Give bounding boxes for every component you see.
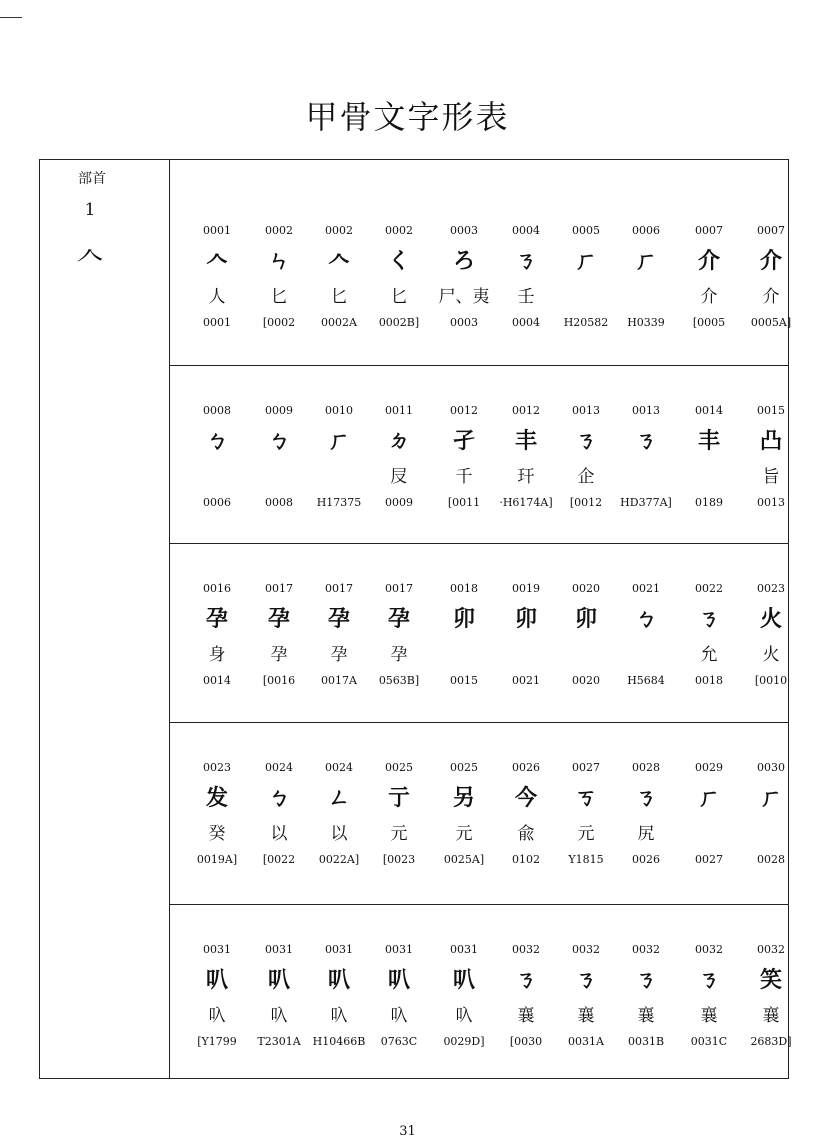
page-title: 甲骨文字形表 (305, 98, 510, 136)
oracle-glyph: 今 (514, 785, 537, 811)
source-reference: 0019A] (196, 853, 238, 866)
oracle-glyph: 孕 (267, 606, 290, 632)
entry-code: 0031 (265, 943, 293, 956)
oracle-glyph: ㄅ (267, 785, 290, 811)
modern-character: 人 (208, 287, 226, 307)
entry-code: 0005 (572, 224, 600, 237)
entry-code: 0002 (325, 224, 353, 237)
entry-code: 0003 (450, 224, 478, 237)
table-row (170, 544, 788, 723)
oracle-glyph: ㄋ (634, 967, 657, 993)
modern-character: 孕 (270, 645, 288, 665)
oracle-glyph: ㄋ (514, 967, 537, 993)
oracle-glyph: 叭 (452, 967, 475, 993)
oracle-glyph: 孕 (327, 606, 350, 632)
source-reference: 0028 (757, 853, 785, 866)
entry-code: 0024 (325, 761, 353, 774)
modern-character: 元 (390, 824, 408, 844)
radical-column (40, 160, 170, 1078)
modern-character: 以 (330, 824, 348, 844)
table-row (170, 905, 792, 1078)
modern-character: 癸 (208, 824, 226, 844)
entry-code: 0032 (572, 943, 600, 956)
entry-code: 0015 (757, 404, 785, 417)
oracle-glyph: 另 (452, 785, 475, 811)
oracle-glyph: ㄋ (697, 967, 720, 993)
source-reference: 0025A] (443, 853, 485, 866)
oracle-glyph: 叭 (205, 967, 228, 993)
entry-code: 0027 (572, 761, 600, 774)
source-reference: 0003 (450, 316, 478, 329)
source-reference: 0102 (512, 853, 540, 866)
modern-character: 襄 (637, 1006, 655, 1026)
entry-code: 0017 (265, 582, 293, 595)
source-reference: 0005A] (750, 316, 792, 329)
oracle-glyph: 卯 (452, 606, 475, 632)
oracle-glyph: 介 (697, 248, 720, 274)
entry-code: 0002 (265, 224, 293, 237)
oracle-glyph: ㄎ (574, 785, 597, 811)
source-reference: 0006 (203, 496, 231, 509)
oracle-glyph: ㄋ (634, 785, 657, 811)
oracle-glyph: 叭 (327, 967, 350, 993)
oracle-glyph: 孕 (205, 606, 228, 632)
entry-code: 0014 (695, 404, 723, 417)
oracle-glyph: ㄏ (634, 248, 657, 274)
modern-character: 元 (577, 824, 595, 844)
entry-code: 0011 (385, 404, 413, 417)
entry-code: 0026 (512, 761, 540, 774)
entry-code: 0032 (757, 943, 785, 956)
source-reference: T2301A (257, 1035, 301, 1048)
oracle-glyph: 𠆢 (205, 248, 228, 274)
entry-code: 0025 (385, 761, 413, 774)
entry-code: 0031 (385, 943, 413, 956)
source-reference: 0021 (512, 674, 540, 687)
source-reference: 0002B] (378, 316, 420, 329)
entry-code: 0002 (385, 224, 413, 237)
modern-character: 襄 (517, 1006, 535, 1026)
source-reference: 0031A (568, 1035, 604, 1048)
modern-character: 叺 (330, 1006, 348, 1026)
modern-character: 襄 (700, 1006, 718, 1026)
source-reference: [0030 (509, 1035, 543, 1048)
modern-character: 火 (762, 645, 780, 665)
source-reference: 0027 (695, 853, 723, 866)
source-reference: 0020 (572, 674, 600, 687)
modern-character: 叺 (390, 1006, 408, 1026)
modern-character: 兪 (517, 824, 535, 844)
entry-code: 0008 (203, 404, 231, 417)
modern-character: 千 (455, 467, 473, 487)
source-reference: ·H6174A] (499, 496, 553, 509)
source-reference: [0005 (692, 316, 726, 329)
entry-code: 0013 (572, 404, 600, 417)
modern-character: 叺 (208, 1006, 226, 1026)
entry-code: 0012 (450, 404, 478, 417)
source-reference: [Y1799 (197, 1035, 237, 1048)
entry-code: 0007 (757, 224, 785, 237)
entry-code: 0006 (632, 224, 660, 237)
oracle-glyph: 卯 (514, 606, 537, 632)
modern-character: 介 (700, 287, 718, 307)
source-reference: [0022 (262, 853, 296, 866)
entry-code: 0029 (695, 761, 723, 774)
oracle-glyph: ㄅ (205, 428, 228, 454)
source-reference: [0002 (262, 316, 296, 329)
entry-code: 0016 (203, 582, 231, 595)
source-reference: 2683D] (750, 1035, 792, 1048)
source-reference: 0004 (512, 316, 540, 329)
source-reference: HD377A] (620, 496, 672, 509)
oracle-glyph: 凸 (759, 428, 782, 454)
oracle-glyph: 𠆢 (327, 248, 350, 274)
entry-code: 0032 (695, 943, 723, 956)
entry-code: 0009 (265, 404, 293, 417)
oracle-glyph: 介 (759, 248, 782, 274)
oracle-glyph: ㄋ (574, 428, 597, 454)
modern-character: 身 (208, 645, 226, 665)
modern-character: 企 (577, 467, 595, 487)
oracle-glyph: く (387, 248, 410, 274)
source-reference: 0008 (265, 496, 293, 509)
modern-character: 元 (455, 824, 473, 844)
radical-header: 部首 (78, 171, 106, 187)
modern-character: 叺 (455, 1006, 473, 1026)
oracle-glyph: 火 (759, 606, 782, 632)
radical-number: 1 (84, 200, 96, 220)
entry-code: 0012 (512, 404, 540, 417)
entry-code: 0019 (512, 582, 540, 595)
source-reference: 0013 (757, 496, 785, 509)
source-reference: 0763C (380, 1035, 418, 1048)
oracle-glyph: 孑 (452, 428, 475, 454)
modern-character: 㞋 (390, 467, 408, 487)
oracle-glyph: ろ (452, 248, 475, 274)
source-reference: 0018 (695, 674, 723, 687)
entry-code: 0023 (757, 582, 785, 595)
entry-code: 0028 (632, 761, 660, 774)
modern-character: 以 (270, 824, 288, 844)
entries-area (170, 160, 792, 1078)
source-reference: H17375 (316, 496, 362, 509)
entry-code: 0017 (385, 582, 413, 595)
oracle-glyph: ㄏ (574, 248, 597, 274)
entry-code: 0031 (325, 943, 353, 956)
source-reference: [0016 (262, 674, 296, 687)
entry-code: 0030 (757, 761, 785, 774)
source-reference: [0012 (569, 496, 603, 509)
oracle-glyph: ㄅ (267, 428, 290, 454)
oracle-glyph: ㄉ (387, 428, 410, 454)
entry-code: 0001 (203, 224, 231, 237)
source-reference: 0009 (385, 496, 413, 509)
entry-code: 0022 (695, 582, 723, 595)
character-table (39, 159, 792, 1079)
table-row (170, 723, 788, 905)
oracle-glyph: 卯 (574, 606, 597, 632)
source-reference: 0031C (690, 1035, 728, 1048)
oracle-glyph: 笑 (759, 967, 782, 993)
modern-character: 孕 (390, 645, 408, 665)
oracle-glyph: ㄋ (634, 428, 657, 454)
entry-code: 0031 (203, 943, 231, 956)
entry-code: 0024 (265, 761, 293, 774)
modern-character: 介 (762, 287, 780, 307)
source-reference: 0015 (450, 674, 478, 687)
entry-code: 0032 (512, 943, 540, 956)
source-reference: [0011 (447, 496, 481, 509)
oracle-glyph: ㄋ (697, 606, 720, 632)
source-reference: H20582 (563, 316, 609, 329)
modern-character: 孕 (330, 645, 348, 665)
modern-character: 旨 (762, 467, 780, 487)
oracle-glyph: 发 (205, 785, 228, 811)
oracle-glyph: 丰 (514, 428, 537, 454)
source-reference: 0189 (695, 496, 723, 509)
modern-character: 襄 (762, 1006, 780, 1026)
oracle-glyph: ㄏ (327, 428, 350, 454)
modern-character: 匕 (270, 287, 288, 307)
oracle-glyph: 丰 (697, 428, 720, 454)
entry-code: 0021 (632, 582, 660, 595)
table-row (170, 160, 792, 366)
modern-character: 尻 (637, 824, 655, 844)
oracle-glyph: ㄥ (327, 785, 350, 811)
source-reference: 0001 (203, 316, 231, 329)
source-reference: H10466B (312, 1035, 366, 1048)
oracle-glyph: 孕 (387, 606, 410, 632)
radical-glyph: 𠆢 (75, 241, 104, 274)
source-reference: 0017A (321, 674, 357, 687)
entry-code: 0031 (450, 943, 478, 956)
corner-rule (0, 17, 22, 18)
oracle-glyph: ㄏ (697, 785, 720, 811)
source-reference: 0014 (203, 674, 231, 687)
entry-code: 0025 (450, 761, 478, 774)
page-number: 31 (399, 1124, 416, 1139)
oracle-glyph: ㄋ (574, 967, 597, 993)
source-reference: H0339 (627, 316, 665, 329)
entry-code: 0018 (450, 582, 478, 595)
oracle-glyph: 亍 (387, 785, 410, 811)
modern-character: 玕 (517, 467, 535, 487)
source-reference: 0026 (632, 853, 660, 866)
source-reference: [0023 (382, 853, 416, 866)
modern-character: 襄 (577, 1006, 595, 1026)
oracle-glyph: ㄅ (634, 606, 657, 632)
modern-character: 壬 (517, 287, 535, 307)
oracle-glyph: ㄋ (514, 248, 537, 274)
oracle-glyph: 叭 (387, 967, 410, 993)
oracle-glyph: 叭 (267, 967, 290, 993)
table-row (170, 366, 788, 544)
oracle-glyph: ㄏ (759, 785, 782, 811)
source-reference: [0010 (754, 674, 788, 687)
source-reference: H5684 (627, 674, 665, 687)
modern-character: 允 (700, 645, 718, 665)
source-reference: 0031B (627, 1035, 665, 1048)
modern-character: 匕 (390, 287, 408, 307)
entry-code: 0013 (632, 404, 660, 417)
source-reference: 0029D] (443, 1035, 485, 1048)
entry-code: 0020 (572, 582, 600, 595)
entry-code: 0017 (325, 582, 353, 595)
source-reference: Y1815 (568, 853, 604, 866)
modern-character: 匕 (330, 287, 348, 307)
source-reference: 0022A] (318, 853, 360, 866)
oracle-glyph: ㄣ (267, 248, 290, 274)
source-reference: 0563B] (378, 674, 420, 687)
modern-character: 尸、夷 (438, 287, 490, 307)
entry-code: 0007 (695, 224, 723, 237)
entry-code: 0004 (512, 224, 540, 237)
entry-code: 0010 (325, 404, 353, 417)
modern-character: 叺 (270, 1006, 288, 1026)
entry-code: 0032 (632, 943, 660, 956)
source-reference: 0002A (321, 316, 357, 329)
entry-code: 0023 (203, 761, 231, 774)
